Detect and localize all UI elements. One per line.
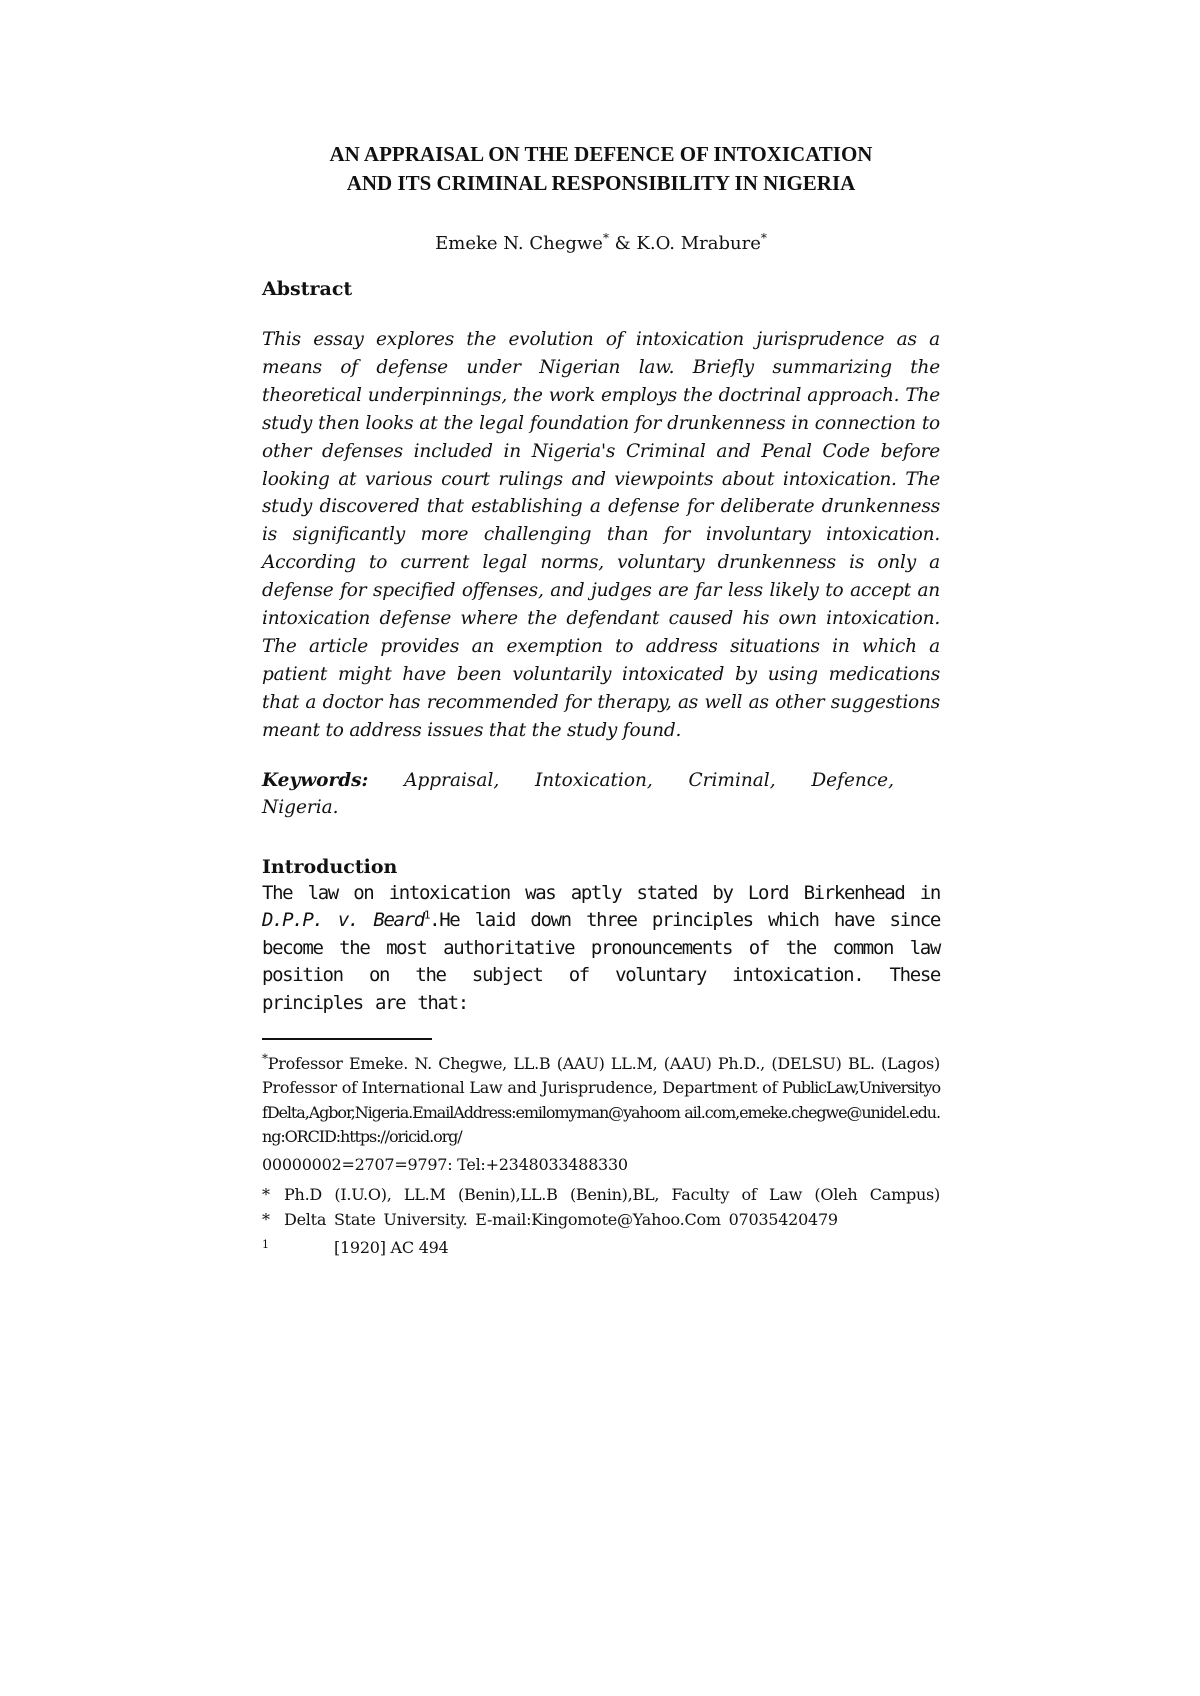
introduction-heading: Introduction [262,855,398,878]
introduction-body [262,880,940,1018]
footnote-author-1 [262,1052,940,1178]
abstract-heading: Abstract [262,278,353,300]
author-1-name: Emeke N. Chegwe [435,233,603,254]
keywords-line [262,767,894,822]
footnote-2-text [284,1183,940,1232]
footnote-1-mark: * [262,1051,268,1066]
footnote-1 [262,1236,940,1261]
footnote-separator [262,1038,432,1040]
footnote-3-text: [1920] AC 494 [334,1238,449,1258]
footnote-1-text-c: 00000002=2707=9797: Tel:+2348033488330 [262,1154,628,1174]
introduction-text-end: .He laid down three principles which have since become the most authoritative pronouncements of the common law position on the subject of voluntary intoxication. These principles are that: [262,909,940,1014]
author-separator: & [608,233,637,254]
footnote-1-text-a: Professor Emeke. N. Chegwe, LL.B (AAU) LL.M, (AAU) Ph.D., (DELSU) BL. (Lagos) Professor of International Law and Jurisprudence, Department of [262,1053,940,1098]
author-2-footnote-mark: * [760,231,767,245]
footnote-2-mark: * * [262,1185,276,1229]
abstract-body: This essay explores the evolution of intoxication jurisprudence as a means of defense under Nigerian law. Briefly summarizing the theoretical underpinnings, the work employs the doctrinal approach. The study then looks at the legal foundation for drunkenness in connection to other defenses included in Nigeria's Criminal and Penal Code before looking at various court rulings and viewpoints about intoxication. The study discovered that establishing a defense for deliberate drunkenness is significantly more challenging than for involuntary intoxication. According to current legal norms, voluntary drunkenness is only a defense for specified offenses, and judges are far less likely to accept an intoxication defense where the defendant caused his own intoxication. The article provides an exemption to address situations in which a patient might have been voluntarily intoxicated by using medications that a doctor has recommended for therapy, as well as other suggestions meant to address issues that the study found. [262,329,940,741]
paper-title-line-1: AN APPRAISAL ON THE DEFENCE OF INTOXICATION [329,142,873,166]
author-1-footnote-mark: * [602,231,609,245]
footnote-1-text-b: PublicLaw,UniversityofDelta,Agbor,Nigeria.EmailAddress:emilomyman@yahoom ail.com,emeke.chegwe@unidel.edu.ng:ORCID:https://oricid.org/ [262,1078,940,1147]
case-citation: D.P.P. v. Beard [262,909,424,932]
footnote-3-mark: 1 [262,1238,269,1252]
footnotes [262,1052,940,1261]
author-2-name: K.O. Mrabure [636,233,761,254]
footnote-2-text-content: Ph.D (I.U.O), LL.M (Benin),LL.B (Benin),BL, Faculty of Law (Oleh Campus) Delta State University. E-mail:Kingomote@Yahoo.Com 07035420479 [284,1185,940,1229]
paper-page [262,140,940,1261]
keywords-list: Appraisal, Intoxication, Criminal, Defence, Nigeria. [262,769,894,819]
author-line [262,232,940,256]
introduction-text-start: The law on intoxication was aptly stated by Lord Birkenhead in [262,881,940,904]
keywords-label: Keywords: [262,769,369,791]
footnote-author-2 [262,1183,940,1232]
paper-title-line-2: AND ITS CRIMINAL RESPONSIBILITY IN NIGERIA [346,171,856,195]
footnote-reference-1: 1 [423,908,430,922]
paper-title [262,140,940,198]
